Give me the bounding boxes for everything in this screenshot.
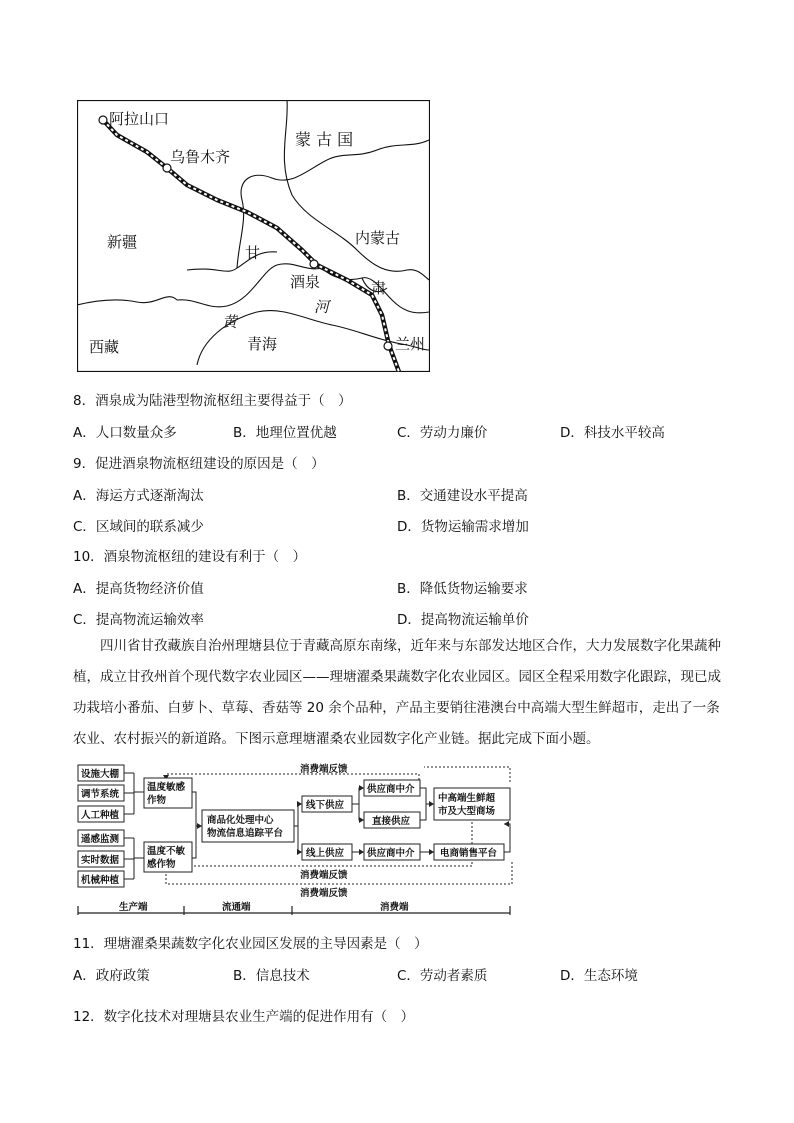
- axis-consumption: 消费端: [380, 902, 409, 913]
- supplier-intermediary-1: 供应商中介: [367, 784, 415, 795]
- question-11-option-c[interactable]: C．劳动者素质: [397, 968, 488, 984]
- input-facility-greenhouse: 设施大棚: [81, 769, 120, 780]
- input-manual-planting: 人工种植: [81, 810, 120, 821]
- question-9-option-a[interactable]: A．海运方式逐渐淘汰: [73, 488, 204, 504]
- question-10-option-c[interactable]: C．提高物流运输效率: [73, 612, 204, 628]
- center-line2: 物流信息追踪平台: [207, 828, 284, 839]
- axis-production: 生产端: [119, 902, 148, 913]
- input-remote-sensing: 遥感监测: [81, 834, 120, 845]
- question-9-option-c[interactable]: C．区域间的联系减少: [73, 519, 204, 535]
- qinghai-label: 青海: [247, 335, 278, 353]
- xinjiang-label: 新疆: [107, 233, 138, 251]
- insensitive-crop-line2: 感作物: [147, 859, 176, 870]
- sensitive-crop-line2: 作物: [147, 795, 167, 806]
- question-10-stem: 10．酒泉物流枢纽的建设有利于（ ）: [73, 549, 307, 565]
- question-11-stem: 11．理塘濯桑果蔬数字化农业园区发展的主导因素是（ ）: [73, 936, 428, 952]
- question-8-option-d[interactable]: D．科技水平较高: [560, 425, 665, 441]
- he-label: 河: [314, 298, 330, 316]
- su-label: 肃: [371, 279, 387, 297]
- supplier-intermediary-2: 供应商中介: [367, 848, 415, 859]
- question-8-option-b[interactable]: B．地理位置优越: [233, 425, 337, 441]
- passage-text: 四川省甘孜藏族自治州理塘县位于青藏高原东南缘，近年来与东部发达地区合作，大力发展数字化果蔬种植，成立甘孜州首个现代数字农业园区——理塘濯桑果蔬数字化农业园区。园区全程采用数字化跟踪，现已成功栽培小番茄、白萝卜、草莓、香菇等 20 余个品种，产品主要销往港澳台中高端大型生鲜超市，走出了一条农业、农村振兴的新道路。下图示意理塘濯桑农业园数字化产业链。据此完成下面小题。: [73, 638, 721, 747]
- question-8-stem: 8．酒泉成为陆港型物流枢纽主要得益于（ ）: [73, 393, 352, 409]
- gan-label: 甘: [245, 244, 261, 262]
- question-10-option-a[interactable]: A．提高货物经济价值: [73, 581, 204, 597]
- innermongolia-label: 内蒙古: [355, 229, 401, 247]
- urumqi-label: 乌鲁木齐: [170, 148, 231, 166]
- lanzhou-label: 兰州: [395, 335, 426, 353]
- question-11-option-b[interactable]: B．信息技术: [233, 968, 310, 984]
- question-8-option-c[interactable]: C．劳动力廉价: [397, 425, 488, 441]
- center-line1: 商品化处理中心: [207, 815, 274, 826]
- market-line2: 市及大型商场: [438, 806, 496, 817]
- feedback-bottom: 消费端反馈: [300, 888, 348, 899]
- industry-chain-diagram: [74, 762, 520, 920]
- sensitive-crop-line1: 温度敏感: [147, 782, 186, 793]
- input-mechanical-planting: 机械种植: [81, 875, 120, 886]
- question-11-option-d[interactable]: D．生态环境: [560, 968, 638, 984]
- railway-map: [77, 100, 430, 372]
- direct-supply: 直接供应: [372, 816, 411, 827]
- input-regulation-system: 调节系统: [81, 789, 120, 800]
- question-10-option-b[interactable]: B．降低货物运输要求: [397, 581, 528, 597]
- question-11-option-a[interactable]: A．政府政策: [73, 968, 150, 984]
- mongolia-label: 蒙 古 国: [295, 130, 354, 149]
- question-9-option-d[interactable]: D．货物运输需求增加: [397, 519, 529, 535]
- alashankou-station: [99, 116, 107, 124]
- insensitive-crop-line1: 温度不敏: [147, 846, 186, 857]
- jiuquan-station: [310, 260, 318, 268]
- huang-label: 黄: [222, 313, 238, 331]
- ecommerce-platform: 电商销售平台: [440, 848, 498, 859]
- question-9-stem: 9．促进酒泉物流枢纽建设的原因是（ ）: [73, 456, 325, 472]
- question-8-option-a[interactable]: A．人口数量众多: [73, 425, 177, 441]
- feedback-top: 消费端反馈: [300, 764, 348, 775]
- axis-circulation: 流通端: [222, 902, 251, 913]
- input-realtime-data: 实时数据: [81, 855, 120, 866]
- xizang-label: 西藏: [89, 338, 120, 356]
- feedback-mid: 消费端反馈: [300, 870, 348, 881]
- question-10-option-d[interactable]: D．提高物流运输单价: [397, 612, 529, 628]
- offline-supply: 线下供应: [306, 800, 345, 811]
- alashankou-label: 阿拉山口: [109, 110, 170, 128]
- question-9-option-b[interactable]: B．交通建设水平提高: [397, 488, 528, 504]
- online-supply: 线上供应: [306, 848, 345, 859]
- jiuquan-label: 酒泉: [290, 273, 321, 291]
- lanzhou-station: [384, 342, 392, 350]
- question-12-stem: 12．数字化技术对理塘县农业生产端的促进作用有（ ）: [73, 1009, 415, 1025]
- market-line1: 中高端生鲜超: [438, 793, 496, 804]
